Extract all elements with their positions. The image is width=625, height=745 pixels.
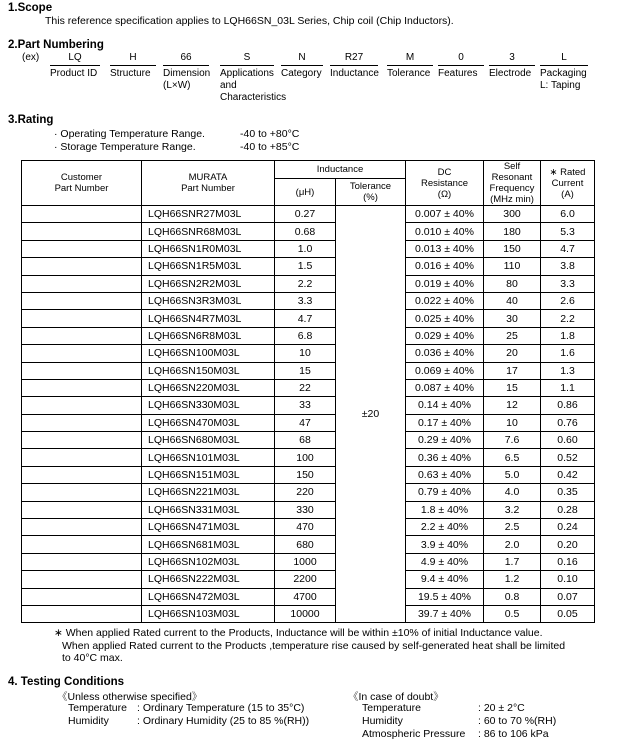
srf-cell: 300 [484,206,541,223]
srf-cell: 12 [484,397,541,414]
dcr-cell: 0.016 ± 40% [406,258,484,275]
murata-pn-cell: LQH66SN103M03L [142,605,275,622]
table-row [22,345,595,362]
dcr-cell: 0.019 ± 40% [406,275,484,292]
part-number-label: Category [281,68,322,79]
murata-pn-cell: LQH66SN6R8M03L [142,327,275,344]
rated-current-cell: 1.3 [541,362,595,379]
part-number-field [281,52,323,80]
op-temp-value: -40 to +80°C [240,128,300,140]
srf-cell: 40 [484,292,541,309]
murata-pn-cell: LQH66SN4R7M03L [142,310,275,327]
murata-pn-cell: LQH66SN472M03L [142,588,275,605]
rated-current-cell: 0.05 [541,605,595,622]
part-number-field [540,52,588,92]
customer-pn-cell [22,397,142,414]
rated-current-cell: 5.3 [541,223,595,240]
table-row [22,362,595,379]
customer-pn-cell [22,414,142,431]
customer-pn-cell [22,223,142,240]
inductance-cell: 150 [275,466,336,483]
murata-pn-cell: LQH66SN150M03L [142,362,275,379]
note-line-3: to 40°C max. [62,652,123,664]
rated-current-cell: 3.3 [541,275,595,292]
inductance-cell: 33 [275,397,336,414]
table-row [22,240,595,257]
dcr-cell: 0.029 ± 40% [406,327,484,344]
tolerance-cell: ±20 [336,206,406,623]
note-line-2: When applied Rated current to the Products ,temperature rise caused by self-generated heat shall be limited [62,640,566,652]
rated-current-header: ∗ Rated Current (A) [541,161,595,206]
customer-pn-cell [22,258,142,275]
customer-pn-cell [22,345,142,362]
dcr-cell: 0.013 ± 40% [406,240,484,257]
murata-pn-cell: LQH66SNR68M03L [142,223,275,240]
dcr-cell: 1.8 ± 40% [406,501,484,518]
srf-cell: 25 [484,327,541,344]
dcr-cell: 0.17 ± 40% [406,414,484,431]
inductance-cell: 0.68 [275,223,336,240]
murata-pn-cell: LQH66SN3R3M03L [142,292,275,309]
test-right-value-0: : 20 ± 2°C [478,702,525,714]
rated-current-cell: 0.28 [541,501,595,518]
inductance-cell: 10000 [275,605,336,622]
customer-pn-cell [22,275,142,292]
table-row [22,292,595,309]
srf-cell: 110 [484,258,541,275]
inductance-cell: 3.3 [275,292,336,309]
testing-heading: 4. Testing Conditions [8,676,125,688]
inductance-cell: 2.2 [275,275,336,292]
dcr-cell: 9.4 ± 40% [406,571,484,588]
customer-pn-cell [22,466,142,483]
murata-pn-cell: LQH66SN331M03L [142,501,275,518]
test-right-label-0: Temperature [362,702,421,714]
table-row [22,432,595,449]
part-number-code: 66 [163,52,209,66]
customer-pn-cell [22,553,142,570]
part-number-label: Dimension (L×W) [163,68,211,91]
doubt-label: 《In case of doubt》 [348,691,444,703]
murata-pn-cell: LQH66SN470M03L [142,414,275,431]
dcr-cell: 0.007 ± 40% [406,206,484,223]
murata-pn-cell: LQH66SN1R0M03L [142,240,275,257]
srf-cell: 150 [484,240,541,257]
part-number-field [110,52,156,80]
table-row [22,397,595,414]
murata-pn-cell: LQH66SN100M03L [142,345,275,362]
note-line-1: ∗ When applied Rated current to the Products, Inductance will be within ±10% of initial Inductance value. [54,627,543,639]
rated-current-cell: 0.42 [541,466,595,483]
srf-cell: 10 [484,414,541,431]
inductance-cell: 68 [275,432,336,449]
table-row [22,571,595,588]
table-row [22,223,595,240]
dcr-cell: 2.2 ± 40% [406,519,484,536]
test-right-value-2: : 86 to 106 kPa [478,728,549,740]
rated-current-cell: 0.24 [541,519,595,536]
murata-pn-cell: LQH66SN220M03L [142,379,275,396]
part-numbering-heading: 2.Part Numbering [8,39,104,51]
rated-current-cell: 0.20 [541,536,595,553]
murata-pn-cell: LQH66SN102M03L [142,553,275,570]
unless-specified: 《Unless otherwise specified》 [57,691,203,703]
table-row [22,466,595,483]
srf-cell: 2.0 [484,536,541,553]
srf-cell: 3.2 [484,501,541,518]
rated-current-cell: 0.60 [541,432,595,449]
table-row [22,379,595,396]
inductance-cell: 4700 [275,588,336,605]
part-number-code: M [387,52,433,66]
dcr-cell: 0.025 ± 40% [406,310,484,327]
dcr-cell: 4.9 ± 40% [406,553,484,570]
table-row [22,605,595,622]
inductance-cell: 470 [275,519,336,536]
murata-pn-cell: LQH66SN2R2M03L [142,275,275,292]
customer-pn-cell [22,327,142,344]
inductance-cell: 1.5 [275,258,336,275]
part-number-code: LQ [50,52,100,66]
dcr-cell: 0.022 ± 40% [406,292,484,309]
srf-cell: 2.5 [484,519,541,536]
inductance-cell: 330 [275,501,336,518]
part-number-code: 3 [489,52,535,66]
inductance-cell: 100 [275,449,336,466]
part-number-code: R27 [330,52,378,66]
part-number-label: Electrode [489,68,532,79]
murata-pn-cell: LQH66SN471M03L [142,519,275,536]
customer-pn-cell [22,519,142,536]
inductance-cell: 10 [275,345,336,362]
inductance-header: Inductance [275,161,406,179]
uh-header: (μH) [275,179,336,206]
customer-pn-cell [22,310,142,327]
table-row [22,206,595,223]
part-number-code: N [281,52,323,66]
test-left-label-1: Humidity [68,715,109,727]
table-row [22,327,595,344]
scope-heading: 1.Scope [8,2,53,14]
table-row [22,275,595,292]
rated-current-cell: 0.07 [541,588,595,605]
srf-cell: 15 [484,379,541,396]
dcr-cell: 0.036 ± 40% [406,345,484,362]
inductance-cell: 680 [275,536,336,553]
murata-pn-cell: LQH66SN101M03L [142,449,275,466]
murata-pn-cell: LQH66SN151M03L [142,466,275,483]
inductance-cell: 4.7 [275,310,336,327]
test-right-value-1: : 60 to 70 %(RH) [478,715,557,727]
murata-pn-cell: LQH66SN330M03L [142,397,275,414]
customer-pn-cell [22,484,142,501]
rated-current-cell: 1.8 [541,327,595,344]
table-row [22,484,595,501]
part-number-field [330,52,378,80]
murata-pn-cell: LQH66SN1R5M03L [142,258,275,275]
rated-current-cell: 1.6 [541,345,595,362]
srf-cell: 0.8 [484,588,541,605]
murata-pn-cell: LQH66SN680M03L [142,432,275,449]
table-row [22,501,595,518]
srf-cell: 7.6 [484,432,541,449]
part-number-label: Tolerance [387,68,431,79]
dcr-cell: 19.5 ± 40% [406,588,484,605]
dcr-cell: 3.9 ± 40% [406,536,484,553]
customer-pn-cell [22,362,142,379]
st-temp-label: · Storage Temperature Range. [54,141,196,153]
table-row [22,536,595,553]
part-number-field [50,52,100,80]
rating-table [21,160,595,623]
part-number-field [438,52,484,80]
part-number-code: H [110,52,156,66]
srf-cell: 1.2 [484,571,541,588]
dcr-cell: 0.29 ± 40% [406,432,484,449]
ex-label: (ex) [22,52,40,63]
inductance-cell: 15 [275,362,336,379]
scope-text: This reference specification applies to LQH66SN_03L Series, Chip coil (Chip Inductors). [45,15,454,27]
table-row [22,519,595,536]
table-row [22,588,595,605]
inductance-cell: 0.27 [275,206,336,223]
test-left-label-0: Temperature [68,702,127,714]
table-row [22,449,595,466]
part-number-code: 0 [438,52,484,66]
srf-cell: 4.0 [484,484,541,501]
srf-cell: 0.5 [484,605,541,622]
dcr-cell: 39.7 ± 40% [406,605,484,622]
test-right-label-1: Humidity [362,715,403,727]
inductance-cell: 47 [275,414,336,431]
inductance-cell: 2200 [275,571,336,588]
customer-pn-cell [22,536,142,553]
customer-pn-cell [22,240,142,257]
customer-pn-cell [22,379,142,396]
test-left-value-1: : Ordinary Humidity (25 to 85 %(RH)) [137,715,310,727]
part-number-code: S [220,52,274,66]
tolerance-header: Tolerance (%) [336,179,406,206]
table-row [22,258,595,275]
dcr-header: DC Resistance (Ω) [406,161,484,206]
dcr-cell: 0.63 ± 40% [406,466,484,483]
test-right-label-2: Atmospheric Pressure [362,728,466,740]
customer-pn-cell [22,206,142,223]
srf-cell: 17 [484,362,541,379]
murata-pn-cell: LQH66SN681M03L [142,536,275,553]
srf-cell: 20 [484,345,541,362]
dcr-cell: 0.087 ± 40% [406,379,484,396]
rated-current-cell: 0.52 [541,449,595,466]
table-row [22,553,595,570]
op-temp-label: · Operating Temperature Range. [54,128,205,140]
table-row [22,310,595,327]
srf-header: Self Resonant Frequency (MHz min) [484,161,541,206]
rated-current-cell: 0.35 [541,484,595,501]
customer-pn-cell [22,432,142,449]
part-number-field [163,52,209,92]
rated-current-cell: 4.7 [541,240,595,257]
inductance-cell: 1.0 [275,240,336,257]
srf-cell: 6.5 [484,449,541,466]
murata-pn-header: MURATA Part Number [142,161,275,206]
table-row [22,414,595,431]
rated-current-cell: 0.76 [541,414,595,431]
part-number-label: Inductance [330,68,379,79]
inductance-cell: 6.8 [275,327,336,344]
inductance-cell: 1000 [275,553,336,570]
part-number-field [387,52,433,80]
srf-cell: 30 [484,310,541,327]
customer-pn-cell [22,605,142,622]
rated-current-cell: 3.8 [541,258,595,275]
rated-current-cell: 2.2 [541,310,595,327]
dcr-cell: 0.36 ± 40% [406,449,484,466]
part-number-label: Applications and Characteristics [220,68,287,103]
inductance-cell: 220 [275,484,336,501]
rated-current-cell: 0.86 [541,397,595,414]
dcr-cell: 0.79 ± 40% [406,484,484,501]
murata-pn-cell: LQH66SN222M03L [142,571,275,588]
murata-pn-cell: LQH66SN221M03L [142,484,275,501]
dcr-cell: 0.010 ± 40% [406,223,484,240]
rated-current-cell: 0.16 [541,553,595,570]
inductance-cell: 22 [275,379,336,396]
srf-cell: 1.7 [484,553,541,570]
customer-pn-header: Customer Part Number [22,161,142,206]
part-number-label: Product ID [50,68,98,79]
rated-current-cell: 2.6 [541,292,595,309]
srf-cell: 180 [484,223,541,240]
murata-pn-cell: LQH66SNR27M03L [142,206,275,223]
customer-pn-cell [22,501,142,518]
customer-pn-cell [22,292,142,309]
part-number-label: Features [438,68,478,79]
customer-pn-cell [22,588,142,605]
rated-current-cell: 6.0 [541,206,595,223]
rated-current-cell: 1.1 [541,379,595,396]
customer-pn-cell [22,571,142,588]
part-number-code: L [540,52,588,66]
test-left-value-0: : Ordinary Temperature (15 to 35°C) [137,702,305,714]
srf-cell: 5.0 [484,466,541,483]
part-number-label: Packaging L: Taping [540,68,587,91]
srf-cell: 80 [484,275,541,292]
dcr-cell: 0.14 ± 40% [406,397,484,414]
rated-current-cell: 0.10 [541,571,595,588]
part-number-field [489,52,535,80]
rating-heading: 3.Rating [8,114,54,126]
dcr-cell: 0.069 ± 40% [406,362,484,379]
customer-pn-cell [22,449,142,466]
part-number-label: Structure [110,68,151,79]
st-temp-value: -40 to +85°C [240,141,300,153]
part-number-field [220,52,287,104]
